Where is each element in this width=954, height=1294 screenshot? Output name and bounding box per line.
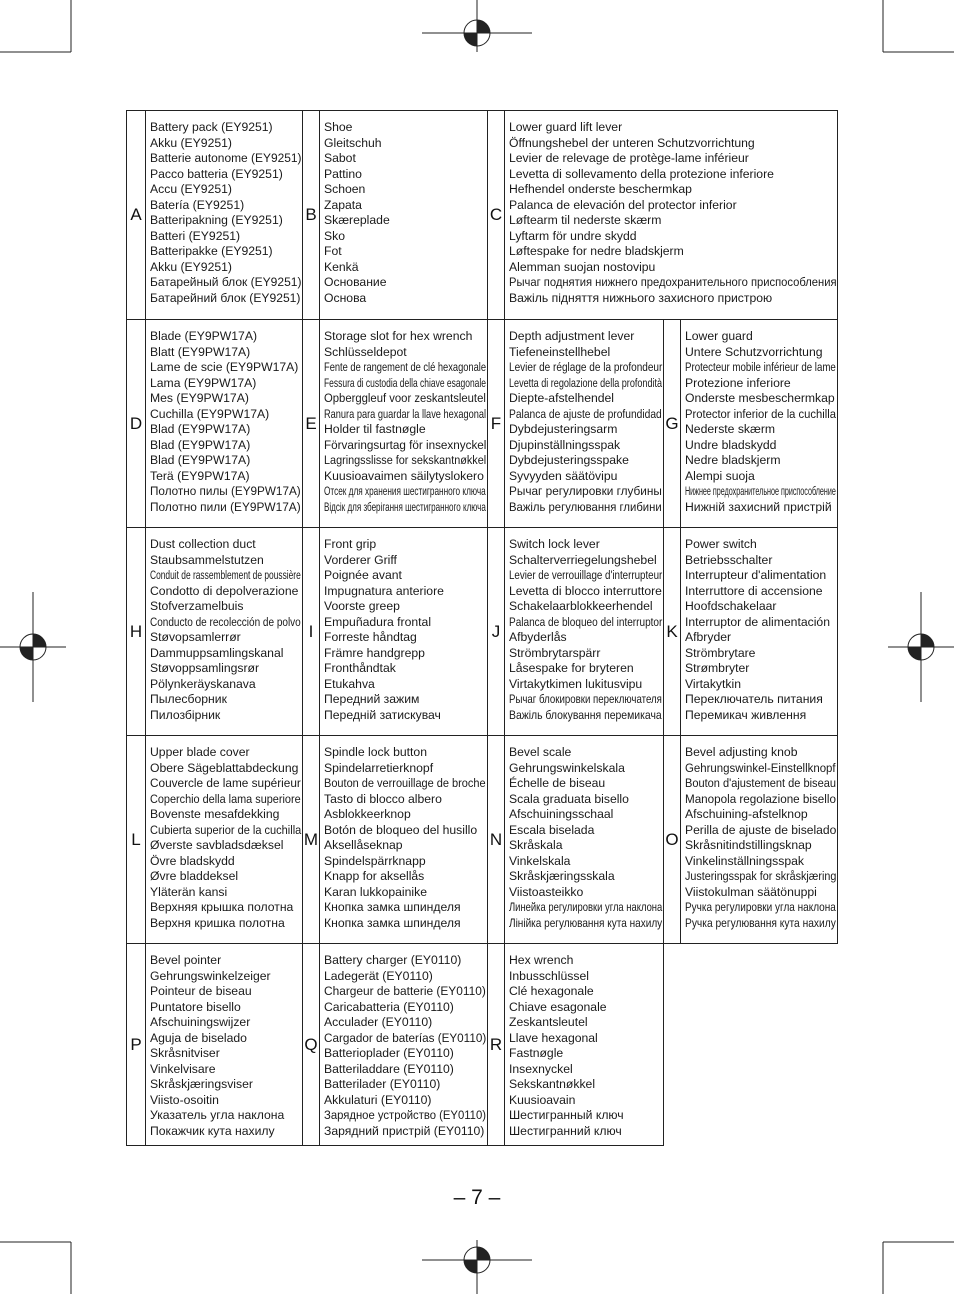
part-name-line: Tiefeneinstellhebel	[509, 344, 611, 359]
part-letter: B	[305, 205, 317, 224]
part-letter: G	[665, 413, 679, 433]
part-name-line: Пилозбірник	[150, 707, 221, 722]
part-name-line: Scala graduata bisello	[509, 791, 629, 806]
part-name-line: Spindle lock button	[324, 745, 427, 759]
part-cell-o	[663, 735, 838, 944]
part-name-line: Hefhendel onderste beschermkap	[509, 182, 692, 196]
part-name-list	[324, 745, 504, 931]
part-name-list	[509, 953, 624, 1139]
part-name-line: Відсік для зберігання шестигранного ключа	[324, 499, 486, 514]
part-name-line: Coperchio della lama superiore	[150, 791, 301, 806]
part-name-line: Palanca de bloqueo del interruptor	[509, 614, 663, 629]
part-letter: D	[129, 413, 143, 433]
part-name-line: Batterioplader (EY0110)	[324, 1046, 454, 1060]
part-name-line: Зарядний пристрій (EY0110)	[324, 1123, 485, 1138]
letter-divider	[145, 111, 146, 319]
part-name-list	[324, 120, 390, 306]
part-name-line: Gehrungswinkel-Einstellknopf	[685, 760, 836, 775]
part-letter: R	[489, 1034, 503, 1054]
part-name-line: Chiave esagonale	[509, 999, 607, 1014]
part-name-line: Power switch	[685, 537, 757, 551]
part-name-line: Важіль регулювання глибини	[509, 499, 662, 514]
part-name-line: Важіль блокування перемикача	[509, 707, 662, 722]
part-name-line: Полотно пили (EY9PW17A)	[150, 499, 301, 514]
letter-divider	[504, 320, 505, 527]
part-name-line: Interrupteur d'alimentation	[685, 568, 827, 582]
part-name-line: Batteripakke (EY9251)	[150, 244, 273, 258]
part-name-line: Lower guard lift lever	[509, 120, 623, 134]
part-name-line: Bevel pointer	[150, 953, 222, 967]
letter-divider	[145, 528, 146, 735]
part-name-line: Poignée avant	[324, 568, 402, 582]
letter-divider	[504, 944, 505, 1145]
part-name-line: Перемикач живлення	[685, 707, 807, 722]
part-name-line: Switch lock lever	[509, 537, 600, 551]
part-name-line: Нижнее предохранительное приспособление	[685, 484, 836, 498]
part-name-line: Manopola regolazione bisello	[685, 791, 836, 806]
part-name-line: Schoen	[324, 182, 366, 196]
part-name-line: Передній затискувач	[324, 707, 441, 722]
part-name-line: Etukahva	[324, 676, 375, 691]
part-cell-p	[126, 943, 303, 1146]
part-name-line: Skråskjæringsskala	[509, 869, 615, 883]
part-name-line: Zeskantsleutel	[509, 1015, 588, 1029]
part-name-line: Viistoasteikko	[509, 884, 584, 899]
part-name-line: Øverste savbladsdæksel	[150, 838, 284, 852]
part-name-line: Skråsnitindstillingsknap	[685, 838, 812, 852]
part-name-line: Akku (EY9251)	[150, 135, 232, 150]
part-name-line: Шестигранный ключ	[509, 1108, 624, 1122]
part-name-line: Bevel scale	[509, 745, 572, 759]
letter-divider	[319, 320, 320, 527]
part-cell-m	[302, 735, 488, 944]
part-name-line: Impugnatura anteriore	[324, 583, 444, 598]
letter-divider	[504, 736, 505, 943]
part-name-line: Palanca de ajuste de profundidad	[509, 406, 662, 421]
part-cell-q	[302, 943, 488, 1146]
part-cell-c	[487, 110, 838, 320]
part-name-line: Främre handgrepp	[324, 645, 425, 660]
letter-divider	[145, 944, 146, 1145]
part-name-line: Strömbrytare	[685, 645, 756, 660]
part-name-line: Batterie autonome (EY9251)	[150, 151, 302, 165]
part-name-line: Blad (EY9PW17A)	[150, 453, 251, 467]
part-letter: L	[131, 829, 141, 849]
part-name-line: Akku (EY9251)	[150, 259, 232, 274]
part-name-line: Батарейний блок (EY9251)	[150, 290, 301, 305]
part-name-line: Vinkelskala	[509, 853, 571, 868]
part-name-line: Основание	[324, 275, 387, 289]
part-name-list	[150, 745, 319, 931]
part-name-line: Upper blade cover	[150, 745, 250, 759]
part-name-line: Рычаг поднятия нижнего предохранительного приспособления	[509, 275, 837, 289]
part-name-line: Dammuppsamlingskanal	[150, 645, 284, 660]
part-cell-i	[302, 527, 488, 736]
part-name-line: Bouton d'ajustement de biseau	[685, 776, 836, 790]
part-name-line: Övre bladskydd	[150, 853, 235, 868]
part-name-line: Stofverzamelbuis	[150, 599, 244, 613]
part-name-line: Lama (EY9PW17A)	[150, 375, 257, 390]
part-name-line: Bevel adjusting knob	[685, 745, 798, 759]
part-name-line: Karan lukkopainike	[324, 884, 427, 899]
part-name-line: Skråsnitviser	[150, 1046, 220, 1060]
part-name-line: Bouton de verrouillage de broche	[324, 776, 486, 790]
part-name-line: Переключатель питания	[685, 692, 823, 706]
part-name-line: Lame de scie (EY9PW17A)	[150, 360, 299, 374]
part-name-line: Рычаг блокировки переключателя	[509, 692, 662, 706]
part-name-line: Пылесборник	[150, 692, 227, 706]
part-name-line: Lower guard	[685, 329, 753, 343]
part-name-line: Öffnungshebel der unteren Schutzvorrichtung	[509, 135, 755, 150]
part-name-line: Pacco batteria (EY9251)	[150, 166, 283, 181]
part-name-line: Рычаг регулировки глубины	[509, 484, 662, 498]
part-name-line: Dybdejusteringsarm	[509, 422, 618, 436]
part-name-line: Alempi suoja	[685, 468, 755, 483]
part-name-line: Protector inferior de la cuchilla	[685, 406, 836, 421]
part-name-list	[324, 537, 444, 723]
part-name-line: Levier de relevage de protège-lame inférieur	[509, 151, 749, 165]
part-name-line: Støvoppsamlingsrør	[150, 661, 260, 675]
part-name-line: Levier de verrouillage d'interrupteur	[509, 568, 663, 582]
part-name-line: Ladegerät (EY0110)	[324, 968, 433, 983]
part-name-list	[509, 120, 865, 306]
part-name-line: Sabot	[324, 151, 356, 165]
part-name-line: Viistokulman säätönuppi	[685, 884, 817, 899]
part-name-line: Ручка регулировки угла наклона	[685, 900, 836, 914]
part-name-line: Vinkelinställningsspak	[685, 853, 805, 868]
part-name-line: Pölynkeräyskanava	[150, 676, 256, 691]
part-name-line: Empuñadura frontal	[324, 614, 432, 629]
part-letter: C	[489, 205, 503, 224]
part-name-list	[685, 329, 942, 515]
letter-divider	[319, 528, 320, 735]
part-name-line: Blad (EY9PW17A)	[150, 422, 251, 436]
part-name-line: Afschuiningsschaal	[509, 807, 614, 821]
part-name-line: Levetta di sollevamento della protezione inferiore	[509, 166, 774, 181]
part-name-line: Kuusioavaimen säilytyslokero	[324, 468, 484, 483]
letter-divider	[319, 944, 320, 1145]
part-name-line: Покажчик кута нахилу	[150, 1123, 275, 1138]
part-name-line: Отсек для хранения шестигранного ключа	[324, 484, 486, 498]
part-name-line: Cubierta superior de la cuchilla	[150, 822, 302, 837]
part-cell-l	[126, 735, 303, 944]
part-name-line: Strömbrytarspärr	[509, 645, 601, 660]
part-name-line: Верхня кришка полотна	[150, 915, 285, 930]
part-letter: N	[489, 829, 503, 849]
part-name-line: Conduit de rassemblement de poussière	[150, 568, 301, 582]
part-name-line: Skråskjæringsviser	[150, 1077, 253, 1091]
part-name-line: Caricabatteria (EY0110)	[324, 999, 454, 1014]
page-number: – 7 –	[453, 1186, 501, 1209]
part-name-line: Кнопка замка шпинделя	[324, 900, 461, 914]
letter-divider	[504, 111, 505, 319]
part-cell-f	[487, 319, 664, 528]
part-name-line: Interruptor de alimentación	[685, 614, 830, 629]
part-name-line: Aguja de biselado	[150, 1030, 247, 1045]
part-name-line: Верхняя крышка полотна	[150, 900, 294, 914]
letter-divider	[680, 736, 681, 943]
part-name-line: Zapata	[324, 197, 362, 212]
part-name-line: Djupinställningsspak	[509, 437, 621, 452]
part-name-line: Gehrungswinkelskala	[509, 760, 625, 775]
part-name-line: Указатель угла наклона	[150, 1108, 285, 1122]
part-name-line: Obere Sägeblattabdeckung	[150, 760, 299, 775]
part-letter: E	[305, 413, 317, 433]
letter-divider	[680, 320, 681, 527]
part-name-line: Blade (EY9PW17A)	[150, 329, 258, 343]
part-name-line: Ручка регулювання кута нахилу	[685, 915, 836, 930]
part-cell-r	[487, 943, 664, 1146]
part-name-line: Tasto di blocco albero	[324, 791, 442, 806]
part-name-line: Accu (EY9251)	[150, 182, 232, 196]
part-name-line: Terä (EY9PW17A)	[150, 468, 250, 483]
part-name-line: Batteripakning (EY9251)	[150, 213, 283, 227]
part-name-line: Opberggleuf voor zeskantsleutel	[324, 391, 486, 405]
part-name-line: Nederste skærm	[685, 422, 776, 436]
letter-divider	[504, 528, 505, 735]
part-name-line: Batteriladdare (EY0110)	[324, 1061, 454, 1076]
part-name-list	[685, 537, 830, 723]
part-name-line: Staubsammelstutzen	[150, 552, 264, 567]
part-name-line: Øvre bladdeksel	[150, 869, 239, 883]
part-name-line: Inbusschlüssel	[509, 968, 589, 983]
part-name-line: Asblokkeerknop	[324, 807, 411, 821]
part-name-line: Dybdejusteringsspake	[509, 453, 629, 467]
part-name-line: Fente de rangement de clé hexagonale	[324, 360, 487, 374]
part-name-line: Hex wrench	[509, 953, 574, 967]
part-name-line: Battery pack (EY9251)	[150, 120, 273, 134]
part-name-line: Fot	[324, 244, 342, 258]
part-name-line: Escala biselada	[509, 822, 595, 837]
part-name-line: Кнопка замка шпинделя	[324, 915, 461, 930]
part-name-list	[685, 745, 869, 931]
part-name-line: Полотно пилы (EY9PW17A)	[150, 484, 301, 498]
part-name-line: Nedre bladskjerm	[685, 453, 781, 467]
part-name-line: Skråskala	[509, 838, 563, 852]
part-name-line: Основа	[324, 290, 367, 305]
part-cell-g	[663, 319, 838, 528]
part-letter: O	[665, 829, 679, 849]
part-letter: J	[491, 621, 501, 641]
part-name-line: Clé hexagonale	[509, 984, 594, 998]
part-name-line: Лінійка регулювання кута нахилу	[509, 915, 663, 930]
part-name-line: Onderste mesbeschermkap	[685, 391, 835, 405]
part-name-line: Skæreplade	[324, 213, 390, 227]
part-cell-k	[663, 527, 838, 736]
part-name-line: Schalterverriegelungshebel	[509, 552, 657, 567]
part-name-line: Линейка регулировки угла наклона	[509, 900, 663, 914]
part-name-line: Forreste håndtag	[324, 630, 417, 644]
part-name-line: Batterilader (EY0110)	[324, 1077, 441, 1091]
part-cell-b	[302, 110, 488, 320]
part-letter: H	[129, 621, 143, 641]
part-name-list	[324, 953, 499, 1139]
part-name-line: Viisto-osoitin	[150, 1092, 219, 1107]
part-name-line: Batteri (EY9251)	[150, 228, 241, 243]
part-name-line: Løftearm til nederste skærm	[509, 213, 662, 227]
part-name-line: Ranura para guardar la llave hexagonal	[324, 406, 487, 421]
part-name-line: Holder til fastnøgle	[324, 422, 426, 436]
part-letter: I	[308, 621, 314, 641]
part-name-line: Передний зажим	[324, 692, 420, 706]
part-name-line: Fessura di custodia della chiave esagonale	[324, 375, 486, 390]
part-name-line: Syvyyden säätövipu	[509, 468, 618, 483]
part-cell-e	[302, 319, 488, 528]
part-name-line: Levetta di blocco interruttore	[509, 583, 662, 598]
letter-divider	[145, 736, 146, 943]
part-name-line: Важіль підняття нижнього захисного пристрою	[509, 290, 773, 305]
part-name-line: Gehrungswinkelzeiger	[150, 968, 271, 983]
part-name-line: Afschuining-afstelknop	[685, 807, 808, 821]
part-name-line: Зарядное устройство (EY0110)	[324, 1108, 486, 1122]
part-name-line: Protezione inferiore	[685, 375, 791, 390]
part-name-line: Fronthåndtak	[324, 661, 396, 675]
part-name-line: Lagringsslisse for sekskantnøkkel	[324, 453, 487, 467]
part-name-line: Bovenste mesafdekking	[150, 807, 280, 821]
part-name-line: Pointeur de biseau	[150, 984, 252, 998]
part-name-line: Virtakytkimen lukitusvipu	[509, 676, 643, 691]
part-name-line: Strømbryter	[685, 661, 750, 675]
part-name-line: Storage slot for hex wrench	[324, 329, 473, 343]
letter-divider	[680, 528, 681, 735]
part-name-line: Akkulaturi (EY0110)	[324, 1092, 432, 1107]
part-name-list	[150, 120, 304, 306]
part-cell-j	[487, 527, 664, 736]
part-name-line: Levier de réglage de la profondeur	[509, 360, 663, 374]
part-name-line: Botón de bloqueo del husillo	[324, 822, 478, 837]
part-name-line: Afschuiningswijzer	[150, 1015, 251, 1029]
part-name-line: Schakelaarblokkeerhendel	[509, 599, 653, 613]
part-name-line: Vorderer Griff	[324, 552, 397, 567]
part-name-line: Gleitschuh	[324, 135, 382, 150]
part-name-line: Couvercle de lame supérieur	[150, 776, 301, 790]
part-cell-h	[126, 527, 303, 736]
part-name-line: Fastnøgle	[509, 1046, 564, 1060]
part-name-line: Blad (EY9PW17A)	[150, 437, 251, 452]
part-name-line: Justeringsspak for skråskjæring	[685, 869, 837, 883]
part-name-line: Kenkä	[324, 259, 359, 274]
part-name-line: Kuusioavain	[509, 1092, 576, 1107]
part-name-line: Knapp for aksellås	[324, 869, 425, 883]
part-name-line: Afbyderlås	[509, 630, 567, 644]
part-cell-n	[487, 735, 664, 944]
part-name-list	[150, 329, 307, 515]
part-name-line: Acculader (EY0110)	[324, 1015, 433, 1029]
part-name-line: Alemman suojan nostovipu	[509, 259, 656, 274]
part-name-line: Undre bladskydd	[685, 437, 777, 452]
part-name-line: Cargador de baterías (EY0110)	[324, 1030, 487, 1045]
part-name-list	[150, 953, 284, 1139]
part-name-line: Förvaringsurtag för insexnyckel	[324, 437, 487, 452]
part-name-line: Spindelspärrknapp	[324, 853, 426, 868]
letter-divider	[319, 736, 320, 943]
part-name-line: Palanca de elevación del protector inferior	[509, 197, 737, 212]
part-cell-a	[126, 110, 303, 320]
part-name-line: Pattino	[324, 166, 362, 181]
part-name-line: Batería (EY9251)	[150, 197, 245, 212]
part-name-line: Шестигранний ключ	[509, 1123, 622, 1138]
part-name-line: Untere Schutzvorrichtung	[685, 344, 823, 359]
part-name-line: Батарейный блок (EY9251)	[150, 275, 302, 289]
part-name-line: Front grip	[324, 537, 377, 551]
part-name-line: Voorste greep	[324, 599, 400, 613]
letter-divider	[319, 111, 320, 319]
part-name-line: Blatt (EY9PW17A)	[150, 344, 251, 359]
letter-divider	[145, 320, 146, 527]
part-name-line: Levetta di regolazione della profondità	[509, 375, 663, 390]
part-name-line: Battery charger (EY0110)	[324, 953, 462, 967]
part-name-line: Insexnyckel	[509, 1061, 573, 1076]
part-name-line: Interruttore di accensione	[685, 583, 823, 598]
part-letter: Q	[304, 1034, 318, 1054]
part-name-line: Cuchilla (EY9PW17A)	[150, 406, 270, 421]
part-name-line: Hoofdschakelaar	[685, 599, 777, 613]
part-name-line: Sko	[324, 228, 346, 243]
part-name-line: Puntatore bisello	[150, 999, 241, 1014]
part-name-line: Chargeur de batterie (EY0110)	[324, 984, 486, 998]
part-name-line: Perilla de ajuste de biselado	[685, 822, 837, 837]
part-name-line: Échelle de biseau	[509, 776, 606, 790]
part-name-line: Yläterän kansi	[150, 884, 228, 899]
part-name-line: Støvopsamlerrør	[150, 630, 241, 644]
part-letter: M	[303, 829, 319, 849]
part-name-line: Llave hexagonal	[509, 1030, 598, 1045]
part-name-line: Diepte-afstelhendel	[509, 391, 615, 405]
part-cell-d	[126, 319, 303, 528]
part-name-line: Sekskantnøkkel	[509, 1077, 596, 1091]
part-letter: A	[130, 205, 142, 224]
part-name-line: Protecteur mobile inférieur de lame	[685, 360, 836, 374]
part-name-line: Betriebsschalter	[685, 552, 773, 567]
part-name-line: Depth adjustment lever	[509, 329, 635, 343]
part-name-line: Afbryder	[685, 630, 732, 644]
part-name-line: Conducto de recolección de polvo	[150, 614, 301, 629]
part-name-line: Нижній захисний пристрій	[685, 499, 832, 514]
part-letter: P	[130, 1034, 142, 1054]
part-name-line: Dust collection duct	[150, 537, 256, 551]
part-name-line: Mes (EY9PW17A)	[150, 391, 249, 405]
part-name-line: Spindelarretierknopf	[324, 760, 434, 775]
part-name-line: Virtakytkin	[685, 676, 741, 691]
part-name-line: Lyftarm för undre skydd	[509, 228, 637, 243]
part-letter: F	[490, 413, 502, 433]
part-name-line: Løftespake for nedre bladskjerm	[509, 244, 684, 258]
part-name-line: Aksellåseknap	[324, 838, 403, 852]
part-name-line: Condotto di depolverazione	[150, 583, 299, 598]
part-name-line: Shoe	[324, 120, 353, 134]
part-letter: K	[666, 621, 678, 641]
part-name-line: Schlüsseldepot	[324, 344, 407, 359]
part-name-line: Vinkelvisare	[150, 1061, 216, 1076]
part-name-line: Låsespake for bryteren	[509, 661, 634, 675]
